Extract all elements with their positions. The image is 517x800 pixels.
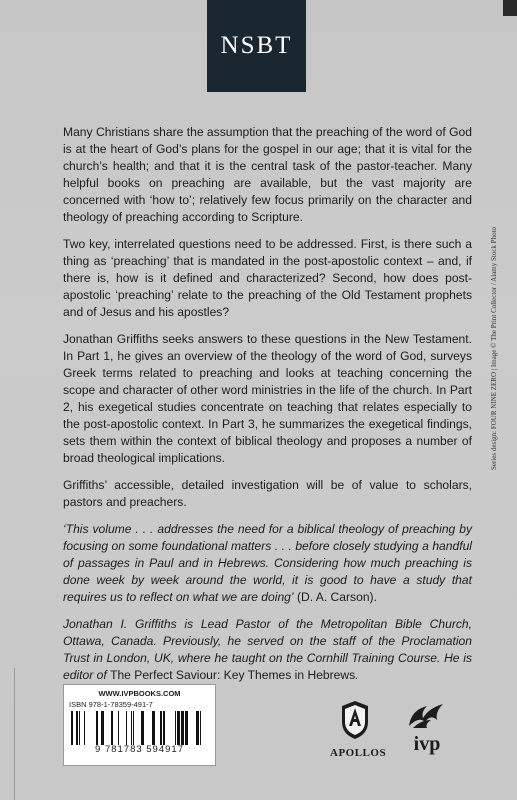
endorsement-quote [63,521,472,606]
bio-text: Jonathan I. Griffiths is Lead Pastor of the Metropolitan Bible Church, Ottawa, Canada. Previously, he served on the staff of the Proclamation Trust in London, UK, where he taught on the Cornhill Training Course. He is editor of [63,617,472,682]
apollos-logo [330,700,387,759]
author-bio [63,616,472,684]
barcode-icon [69,711,210,745]
corner-tab [503,0,517,16]
bio-book-title: The Perfect Saviour: Key Themes in Hebrews [110,668,356,682]
ivp-label: ivp [413,733,441,755]
bio-end: . [355,668,359,682]
blurb-paragraph-3: Jonathan Griffiths seeks answers to these questions in the New Testament. In Part 1, he gives an overview of the theology of the word of God, surveys Greek terms related to preaching and looks at teaching concerning the scope and character of other word ministries in the life of the church. In Part 2, his exegetical studies concentrate on teaching that relates especially to the post-apostolic context. In Part 3, he summarizes the exegetical findings, sets them within the context of biblical theology and proposes a number of broad theological implications. [63,332,472,465]
publisher-url: WWW.IVPBOOKS.COM [98,689,181,698]
apollos-shield-icon [340,700,370,740]
isbn-text: ISBN 978-1-78359-491-7 [69,700,153,709]
ivp-flame-icon [405,700,449,730]
barcode-number: 9 781783 594917 [95,744,184,755]
quote-attribution: (D. A. Carson). [293,590,377,604]
blurb-paragraph-2: Two key, interrelated questions need to be addressed. First, is there such a thing as ‘preaching’ that is mandated in the post-apostolic context – and, if there is, how is it defined and characterized? Second, how does post-apostolic ‘preaching’ relate to the preaching of the Old Testament prophets and of Jesus and his apostles? [63,237,472,319]
ivp-logo [402,700,452,756]
spine-edge [0,668,15,800]
quote-text: ‘This volume . . . addresses the need for a biblical theology of preaching by focusing on some foundational matters . . . before closely studying a handful of passages in Paul and in Hebrews. Considering how much preaching is done week by week around the world, it is good to have a study that requires us to reflect on what we are doing’ [63,522,472,604]
blurb [63,124,472,694]
apollos-label: APOLLOS [330,747,387,759]
design-credit: Series design: FOUR NINE ZERO | Image © The Print Collector / Alamy Stock Photo [490,226,498,470]
barcode-box [63,684,216,766]
blurb-paragraph-1: Many Christians share the assumption that the preaching of the word of God is at the heart of God’s plans for the gospel in our age; that it is vital for the church’s health; and that it is the central task of the pastor-teacher. Many helpful books on preaching are available, but the vast majority are concerned with ‘how to’; relatively few focus primarily on the character and theology of preaching according to Scripture. [63,125,472,224]
series-logo: NSBT [207,0,306,92]
blurb-paragraph-4: Griffiths’ accessible, detailed investigation will be of value to scholars, pastors and preachers. [63,478,472,509]
